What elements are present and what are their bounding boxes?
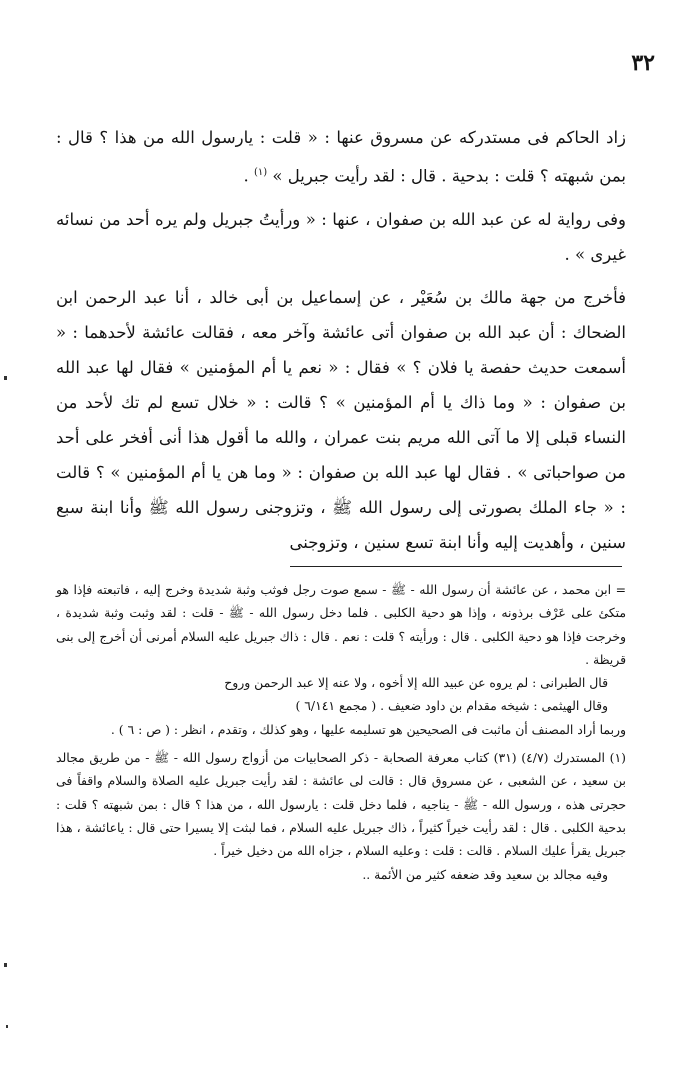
footnotes — [56, 578, 626, 886]
scan-mark — [4, 963, 7, 967]
main-paragraph-3: فأخرج من جهة مالك بن سُعَيْر ، عن إسماعيل بن أبى خالد ، أنا عبد الرحمن ابن الضحاك : أن عبد الله بن صفوان أتى عائشة وآخر معه ، فقالت عائشة لأحدهما : « أسمعت حديث حفصة يا فلان ؟ » فقال : « نعم يا أم المؤمنين » فقال لها عبد الله بن صفوان : « وما ذاك يا أم المؤمنين » ؟ قالت : « خلال تسع لم تك لأحد من النساء قبلى إلا ما آتى الله مريم بنت عمران ، والله ما أقول هذا أنى أفخر على أحد من صواحباتى » . فقال لها عبد الله بن صفوان : « وما هن يا أم المؤمنين » ؟ قالت : « جاء الملك بصورتى إلى رسول الله ﷺ ، وتزوجنى رسول الله ﷺ وأنا ابنة سبع سنين ، وأهديت إليه وأنا ابنة تسع سنين ، وتزوجنى — [56, 287, 626, 552]
footnote-1: (١) المستدرك (٤/٧) (٣١) كتاب معرفة الصحابة - ذكر الصحابيات من أزواج رسول الله - ﷺ - من طريق مجالد بن سعيد ، عن الشعبى ، عن مسروق قال : قالت لى عائشة : لقد رأيت جبريل عليه الصلاة والسلام واقفاً فى حجرتى هذه ، ورسول الله - ﷺ - يناجيه ، فلما دخل قلت : يارسول الله ، من هذا ؟ قال : بمن شبهته ؟ قلت : بدحية الكلبى . قال : لقد رأيت خيراً كثيراً ، ذاك جبريل عليه السلام ، فما لبثت إلا يسيرا حتى قال : ياعائشة ، هذا جبريل يقرأ عليك السلام . قالت : قلت : وعليه السلام ، جزاه الله من دخيل خيراً . — [56, 750, 627, 859]
main-paragraph-2: وفى رواية له عن عبد الله بن صفوان ، عنها : « ورأيتُ جبريل ولم يره أحد من نسائه غيرى » . — [56, 209, 626, 264]
page-number: ٣٢ — [631, 50, 655, 76]
footnote-continuation: = ابن محمد ، عن عائشة أن رسول الله - ﷺ - سمع صوت رجل فوثب وثبة شديدة وخرج إليه ، فاتبعته فإذا هو متكئ على عَرْف برذونه ، وإذا هو دحية الكلبى . فلما دخل رسول الله - ﷺ - قلت : لقد وثبت وثبة شديدة ، وخرجت فإذا هو دحية الكلبى . قال : ورأيته ؟ قلت : نعم . قال : ذاك جبريل عليه السلام أمرنى أن أخرج إلى بنى قريظة . — [56, 582, 626, 667]
footnote-1-remark: وفيه مجالد بن سعيد وقد ضعفه كثير من الأئمة .. — [362, 866, 608, 882]
footnote-divider — [290, 566, 622, 567]
footnote-tabarani: قال الطبرانى : لم يروه عن عبيد الله إلا أخوه ، ولا عنه إلا عبد الرحمن وروح — [224, 675, 608, 691]
main-text — [56, 120, 626, 560]
footnote-marker: (١) — [253, 167, 268, 178]
footnote-haythami: وقال الهيثمى : شيخه مقدام بن داود ضعيف . ( مجمع ٦/١٤١ ) — [295, 698, 608, 714]
scan-mark — [6, 1025, 8, 1028]
footnote-author-note: وربما أراد المصنف أن ماثبت فى الصحيحين هو تسليمه عليها ، وهو كذلك ، وتقدم ، انظر : ( ص : ٦ ) . — [110, 721, 626, 737]
main-paragraph-1: زاد الحاكم فى مستدركه عن مسروق عنها : « قلت : يارسول الله من هذا ؟ قال : بمن شبهته ؟ قلت : بدحية . قال : لقد رأيت جبريل » $^{(١)}$ . — [56, 128, 626, 186]
main-paragraph-1-text: زاد الحاكم فى مستدركه عن مسروق عنها : « قلت : يارسول الله من هذا ؟ قال : بمن شبهته ؟ قلت : بدحية . قال : لقد رأيت جبريل » — [56, 128, 626, 186]
scan-mark — [4, 376, 7, 380]
